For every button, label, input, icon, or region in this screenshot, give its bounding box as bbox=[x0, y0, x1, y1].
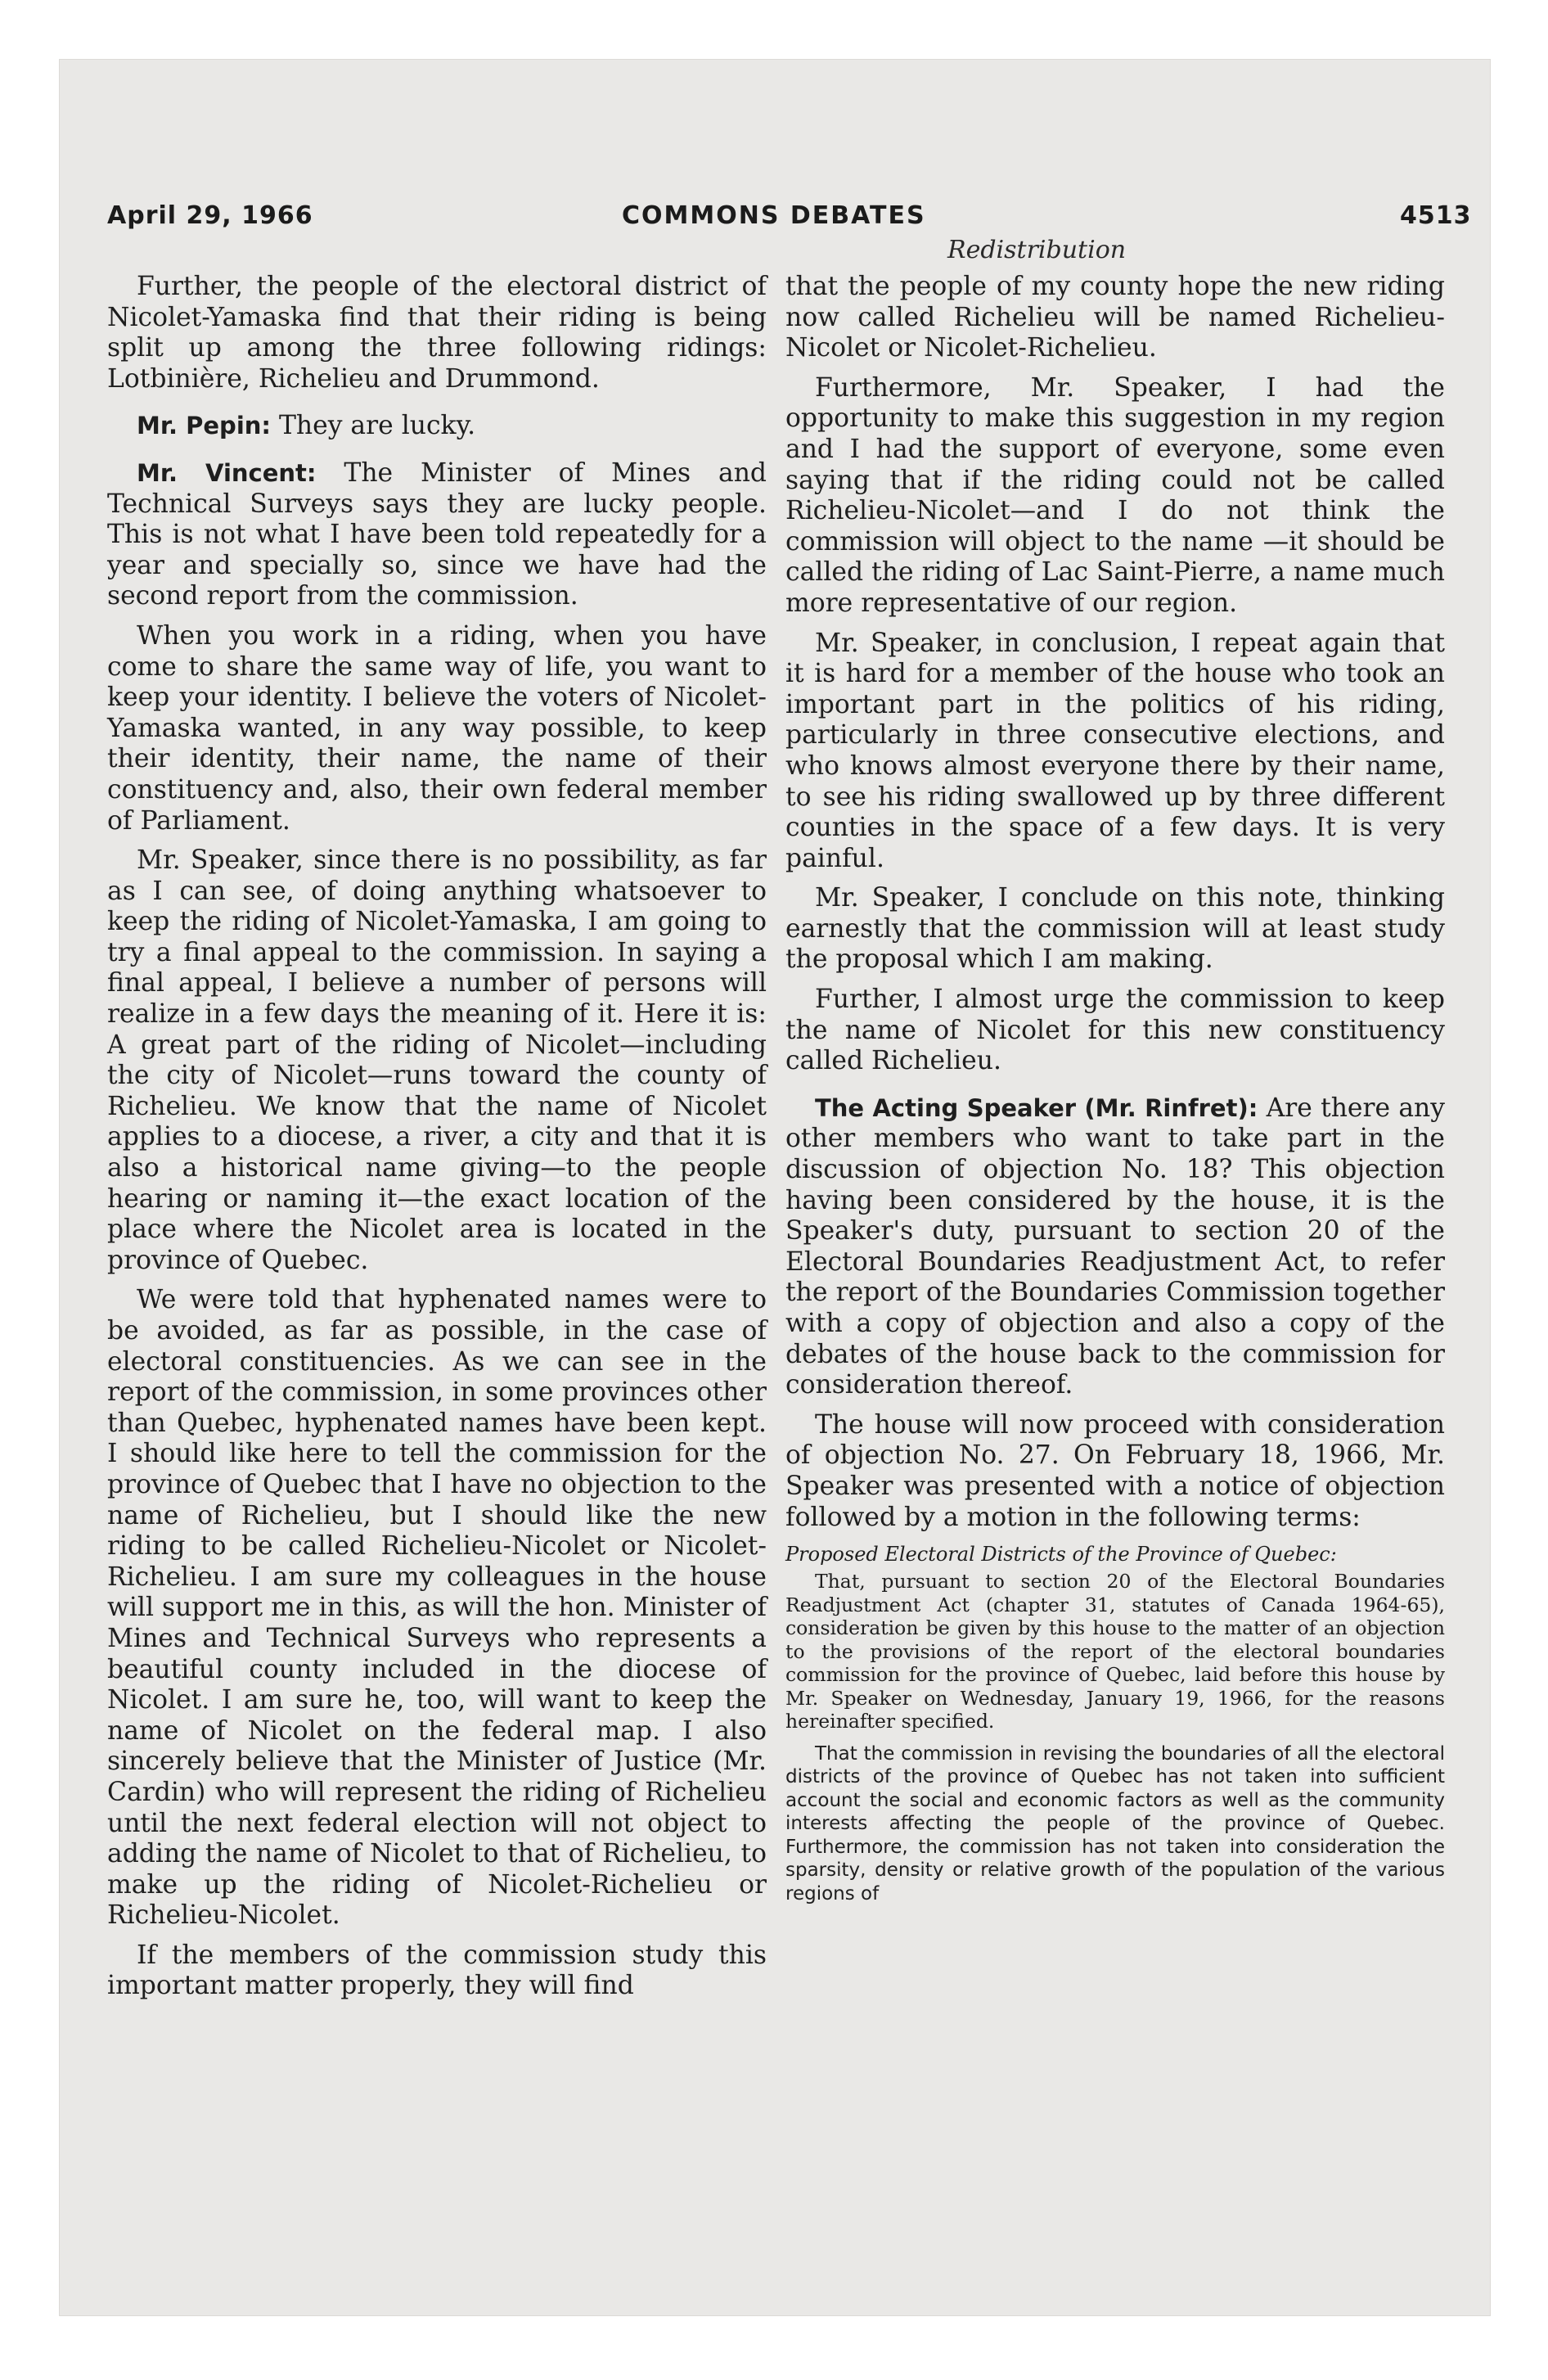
header-page-number: 4513 bbox=[1400, 201, 1472, 230]
paragraph: Mr. Speaker, in conclusion, I repeat again that it is hard for a member of the house who took an important part in the politics of his riding, particularly in three consecutive elections, and who knows almost everyone there by their name, to see his riding swallowed up by three different counties in the space of a few days. It is very painful. bbox=[785, 628, 1445, 873]
right-column bbox=[785, 272, 1445, 1914]
section-title: Redistribution bbox=[947, 236, 1127, 264]
quoted-motion-heading: Proposed Electoral Districts of the Province of Quebec: bbox=[785, 1543, 1337, 1566]
paragraph: Further, the people of the electoral district of Nicolet-Yamaska find that their riding is being split up among the three following ridings: Lotbinière, Richelieu and Drummond. bbox=[107, 272, 767, 394]
speech-paragraph bbox=[785, 1093, 1445, 1401]
paragraph: When you work in a riding, when you have come to share the same way of life, you want to keep your identity. I believe the voters of Nicolet-Yamaska wanted, in any way possible, to keep their identity, their name, the name of their constituency and, also, their own federal member of Parliament. bbox=[107, 620, 767, 836]
paragraph: We were told that hyphenated names were to be avoided, as far as possible, in the case of electoral constituencies. As we can see in the report of the commission, in some provinces other than Quebec, hyphenated names have been kept. I should like here to tell the commission for the province of Quebec that I have no objection to the name of Richelieu, but I should like the new riding to be called Richelieu-Nicolet or Nicolet-Richelieu. I am sure my colleagues in the house will support me in this, as will the hon. Minister of Mines and Technical Surveys who represents a beautiful county included in the diocese of Nicolet. I am sure he, too, will want to keep the name of Nicolet on the federal map. I also sincerely believe that the Minister of Justice (Mr. Cardin) who will represent the riding of Richelieu until the next federal election will not object to adding the name of Nicolet to that of Richelieu, to make up the riding of Nicolet-Richelieu or Richelieu-Nicolet. bbox=[107, 1285, 767, 1931]
left-column bbox=[107, 272, 767, 2011]
quoted-motion-paragraph: That the commission in revising the boundaries of all the electoral districts of the province of Quebec has not taken into sufficient account the social and economic factors as well as the community interests affecting the people of the province of Quebec. Furthermore, the commission has not taken into consideration the sparsity, density or relative growth of the population of the various regions of bbox=[785, 1742, 1445, 1904]
paragraph: Further, I almost urge the commission to keep the name of Nicolet for this new constituency called Richelieu. bbox=[785, 985, 1445, 1076]
header-publication-title: COMMONS DEBATES bbox=[622, 201, 926, 230]
paragraph: Mr. Speaker, since there is no possibility, as far as I can see, of doing anything whatsoever to keep the riding of Nicolet-Yamaska, I am going to try a final appeal to the commission. In saying a final appeal, I believe a number of persons will realize in a few days the meaning of it. Here it is: A great part of the riding of Nicolet—including the city of Nicolet—runs toward the county of Richelieu. We know that the name of Nicolet applies to a diocese, a river, a city and that it is also a historical name giving—to the people hearing or naming it—the exact location of the place where the Nicolet area is located in the province of Quebec. bbox=[107, 845, 767, 1275]
speech-paragraph bbox=[107, 411, 767, 442]
page-header bbox=[0, 201, 1548, 234]
speech-paragraph bbox=[107, 458, 767, 612]
paragraph: The house will now proceed with consideration of objection No. 27. On February 18, 1966, Mr. Speaker was presented with a notice of objection followed by a motion in the following terms: bbox=[785, 1409, 1445, 1532]
speaker-name: Mr. Pepin: bbox=[137, 412, 272, 440]
speech-text: They are lucky. bbox=[271, 411, 476, 441]
speech-text: Are there any other members who want to take part in the discussion of objection No. 18? This objection having been considered by the house, it is the Speaker's duty, pursuant to section 20 of the Electoral Boundaries Readjustment Act, to refer the report of the Boundaries Commission together with a copy of objection and also a copy of the debates of the house back to the commission for consideration thereof. bbox=[785, 1093, 1445, 1400]
speech-text: The Minister of Mines and Technical Surveys says they are lucky people. This is not what I have been told repeatedly for a year and specially so, since we have had the second report from the commission. bbox=[107, 458, 767, 611]
paragraph-continued: that the people of my county hope the new riding now called Richelieu will be named Richelieu-Nicolet or Nicolet-Richelieu. bbox=[785, 272, 1445, 363]
quoted-motion-paragraph: That, pursuant to section 20 of the Electoral Boundaries Readjustment Act (chapter 31, statutes of Canada 1964-65), consideration be given by this house to the matter of an objection to the provisions of the report of the electoral boundaries commission for the province of Quebec, laid before this house by Mr. Speaker on Wednesday, January 19, 1966, for the reasons hereinafter specified. bbox=[785, 1570, 1445, 1733]
header-date: April 29, 1966 bbox=[107, 201, 313, 230]
speaker-name: Mr. Vincent: bbox=[137, 458, 317, 487]
paragraph: If the members of the commission study this important matter properly, they will find bbox=[107, 1940, 767, 2001]
paragraph: Furthermore, Mr. Speaker, I had the opportunity to make this suggestion in my region and I had the support of everyone, some even saying that if the riding could not be called Richelieu-Nicolet—and I do not think the commission will object to the name —it should be called the riding of Lac Saint-Pierre, a name much more representative of our region. bbox=[785, 372, 1445, 618]
speaker-name: The Acting Speaker (Mr. Rinfret): bbox=[815, 1093, 1258, 1122]
paragraph: Mr. Speaker, I conclude on this note, thinking earnestly that the commission will at least study the proposal which I am making. bbox=[785, 883, 1445, 975]
